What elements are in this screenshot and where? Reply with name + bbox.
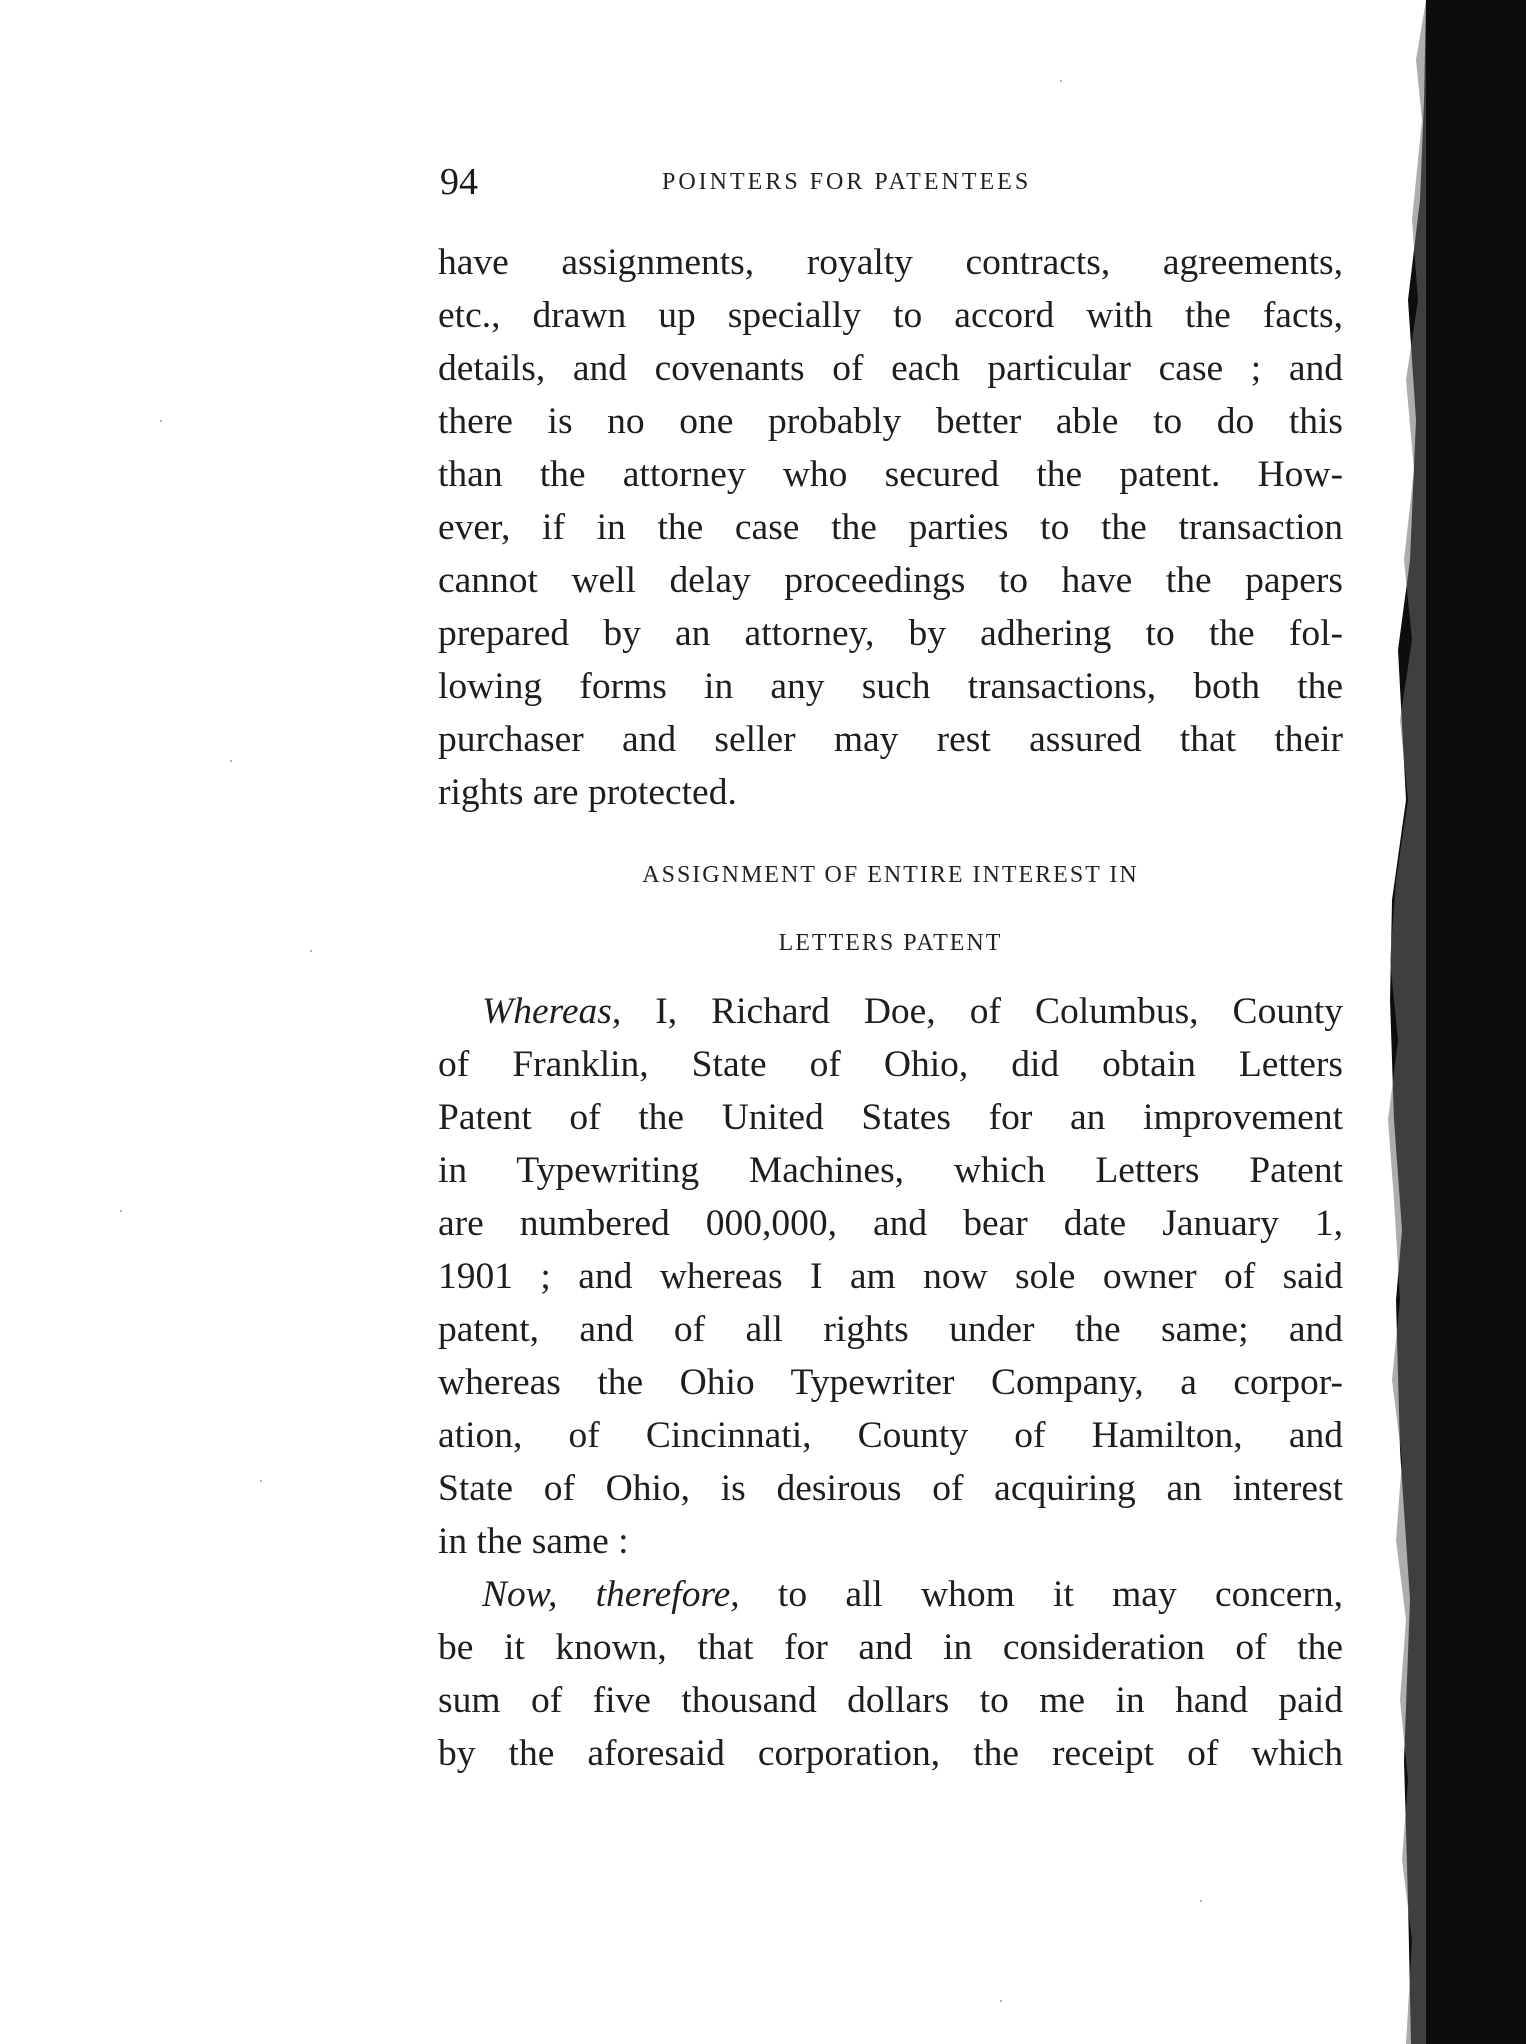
paragraph-now-therefore	[438, 1568, 1343, 1780]
body-text	[438, 236, 1343, 1780]
text-line: whereas the Ohio Typewriter Company, a corpor-	[438, 1362, 1343, 1403]
text-line: lowing forms in any such transactions, both the	[438, 666, 1343, 707]
speck	[1060, 80, 1062, 82]
text-line: in Typewriting Machines, which Letters Patent	[438, 1150, 1343, 1191]
text-line: of Franklin, State of Ohio, did obtain Letters	[438, 1044, 1343, 1085]
text-line: are numbered 000,000, and bear date January 1,	[438, 1203, 1343, 1244]
text-line: cannot well delay proceedings to have the papers	[438, 560, 1343, 601]
speck	[1000, 2000, 1002, 2002]
lead-word: Now, therefore,	[482, 1574, 740, 1615]
text-line	[438, 1568, 1343, 1621]
paragraph-intro	[438, 236, 1343, 819]
text-line: have assignments, royalty contracts, agreements,	[438, 242, 1343, 283]
paragraph-whereas	[438, 985, 1343, 1568]
text-line: rights are protected.	[438, 772, 737, 813]
running-head	[440, 152, 1340, 212]
lead-word: Whereas,	[482, 991, 622, 1032]
section-subheading: LETTERS PATENT	[778, 930, 1003, 956]
text-line: patent, and of all rights under the same; and	[438, 1309, 1343, 1350]
text-line	[438, 985, 1343, 1038]
text-line: by the aforesaid corporation, the receipt of which	[438, 1733, 1343, 1774]
text-line: than the attorney who secured the patent. How-	[438, 454, 1343, 495]
text-line: ation, of Cincinnati, County of Hamilton, and	[438, 1415, 1343, 1456]
text-line: ever, if in the case the parties to the transaction	[438, 507, 1343, 548]
text-line: details, and covenants of each particular case ; and	[438, 348, 1343, 389]
speck	[310, 950, 312, 952]
text-line: 1901 ; and whereas I am now sole owner of said	[438, 1256, 1343, 1297]
speck	[1200, 1900, 1202, 1902]
text-line: Patent of the United States for an improvement	[438, 1097, 1343, 1138]
binding-shadow	[1386, 0, 1526, 2044]
speck	[230, 760, 232, 762]
speck	[260, 1480, 262, 1482]
page-number: 94	[440, 161, 478, 203]
section-heading: ASSIGNMENT OF ENTIRE INTEREST IN	[642, 862, 1139, 888]
first-line-text: to all whom it may concern,	[739, 1574, 1343, 1615]
text-line: be it known, that for and in consideration of the	[438, 1627, 1343, 1668]
binding-shadow-graphic	[1386, 0, 1526, 2044]
text-line: etc., drawn up specially to accord with the facts,	[438, 295, 1343, 336]
text-line: State of Ohio, is desirous of acquiring an interest	[438, 1468, 1343, 1509]
text-line: prepared by an attorney, by adhering to the fol-	[438, 613, 1343, 654]
speck	[120, 1210, 122, 1212]
speck	[160, 420, 162, 422]
text-line: sum of five thousand dollars to me in hand paid	[438, 1680, 1343, 1721]
text-line: in the same :	[438, 1521, 629, 1562]
text-line: there is no one probably better able to do this	[438, 401, 1343, 442]
first-line-text: I, Richard Doe, of Columbus, County	[621, 991, 1343, 1032]
running-title: POINTERS FOR PATENTEES	[662, 169, 1032, 195]
text-line: purchaser and seller may rest assured that their	[438, 719, 1343, 760]
